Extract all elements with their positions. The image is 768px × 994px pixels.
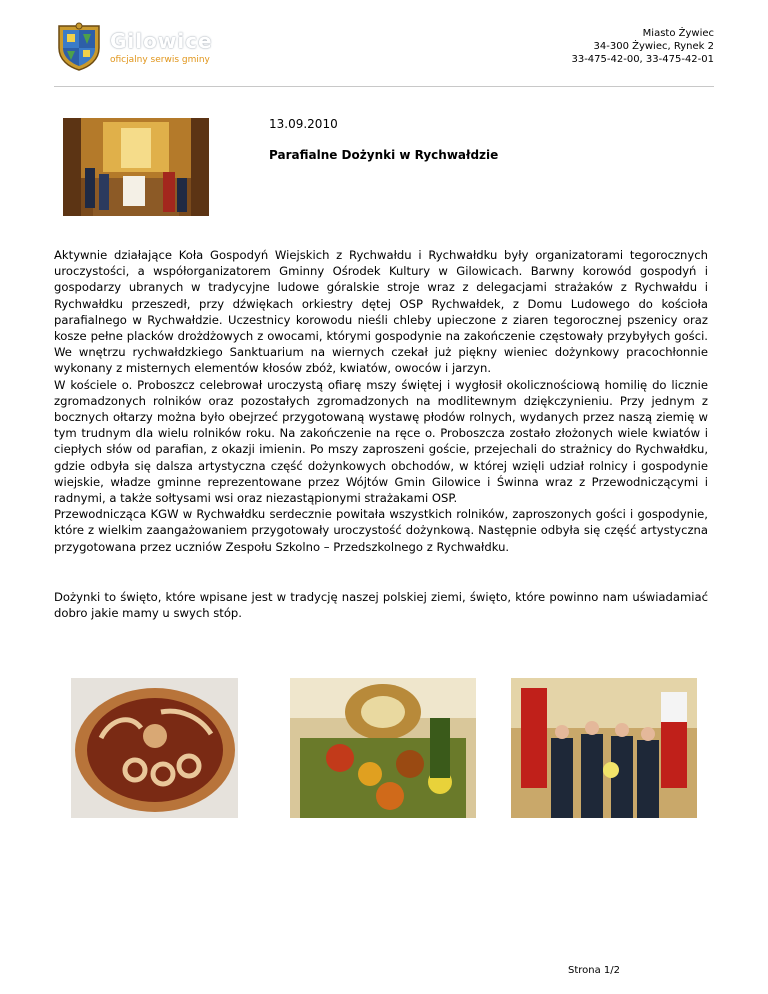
harvest-bread-photo bbox=[71, 678, 238, 818]
article-closing bbox=[54, 589, 708, 621]
church-interior-photo bbox=[63, 118, 209, 216]
closing-paragraph: Dożynki to święto, które wpisane jest w tradycję naszej polskiej ziemi, święto, które powinno nam uświadamiać dobro jakie mamy u swych stóp. bbox=[54, 590, 708, 621]
site-tagline: oficjalny serwis gminy bbox=[110, 55, 210, 65]
article-title: Parafialne Dożynki w Rychwałdzie bbox=[269, 148, 499, 162]
harvest-display-photo bbox=[290, 678, 476, 818]
firefighters-photo bbox=[511, 678, 697, 818]
contact-city: Miasto Żywiec bbox=[642, 28, 714, 39]
article-paragraph: W kościele o. Proboszcz celebrował uroczystą ofiarę mszy świętej i wygłosił okolicznościową homilię do licznie zgromadzonych rolników oraz pozostałych zgromadzonych na modlitewnym dziękczynieniu. Przy jednym z bocznych ołtarzy można było obejrzeć przygotowaną wystawę płodów rolnych, wydanych przez naszą ziemię w tym trudnym dla wielu rolników roku. Na zakończenie na ręce o. Proboszcza zostało złożonych wiele kwiatów i ciepłych słów od parafian, z okazji imienin. Po mszy zaproszeni goście, przejechali do strażnicy do Rychwałdku, gdzie odbyła się dalsza artystyczna część dożynkowych obchodów, w której wzięli udział rolnicy i gospodynie wiejskie, władze gminne reprezentowane przez Wójtów Gmin Gilowice i Świnna wraz z Przewodniczącymi i radnymi, a także sołtysami wsi oraz niezastąpionymi strażakami OSP. bbox=[54, 377, 708, 506]
header-divider bbox=[54, 86, 714, 87]
article-paragraph: Aktywnie działające Koła Gospodyń Wiejskich z Rychwałdu i Rychwałdku były organizatorami tegorocznych uroczystości, a współorganizatorem Gminny Ośrodek Kultury w Gilowicach. Barwny korowód gospodyń i gospodarzy ubranych w tradycyjne ludowe góralskie stroje wraz z delegacjami strażaków z Rychwałdu i Rychwałdku przeszedł, przy dźwiękach orkiestry dętej OSP Rychwałdek, z Domu Ludowego do kościoła parafialnego w Rychwałdzie. Uczestnicy korowodu nieśli chleby upieczone z ziaren tegorocznej pszenicy oraz kosze pełne placków drożdżowych z owocami, którymi gospodynie na zakończenie częstowały przybyłych gości. We wnętrzu rychwałdzkiego Sanktuarium na wiernych czekał już piękny wieniec dożynkowy pracochłonnie wykonany z misternych elementów kłosów zbóż, kwiatów, owoców i jarzyn. bbox=[54, 248, 708, 376]
coat-of-arms-logo bbox=[55, 22, 103, 72]
article-paragraph: Przewodnicząca KGW w Rychwałdku serdecznie powitała wszystkich rolników, zaproszonych gości i gospodynie, które z wielkim zaangażowaniem przygotowały uroczystość dożynkową. Następnie odbyła się część artystyczna przygotowana przez uczniów Zespołu Szkolno – Przedszkolnego z Rychwałdku. bbox=[54, 507, 708, 554]
contact-address: 34-300 Żywiec, Rynek 2 bbox=[593, 41, 714, 52]
page-number: Strona 1/2 bbox=[568, 965, 621, 976]
site-brand bbox=[110, 30, 213, 66]
article-date: 13.09.2010 bbox=[269, 117, 338, 131]
contact-block bbox=[571, 27, 714, 66]
article-body bbox=[54, 247, 708, 555]
site-name: Gilowice bbox=[110, 29, 213, 53]
contact-phones: 33-475-42-00, 33-475-42-01 bbox=[571, 54, 714, 65]
